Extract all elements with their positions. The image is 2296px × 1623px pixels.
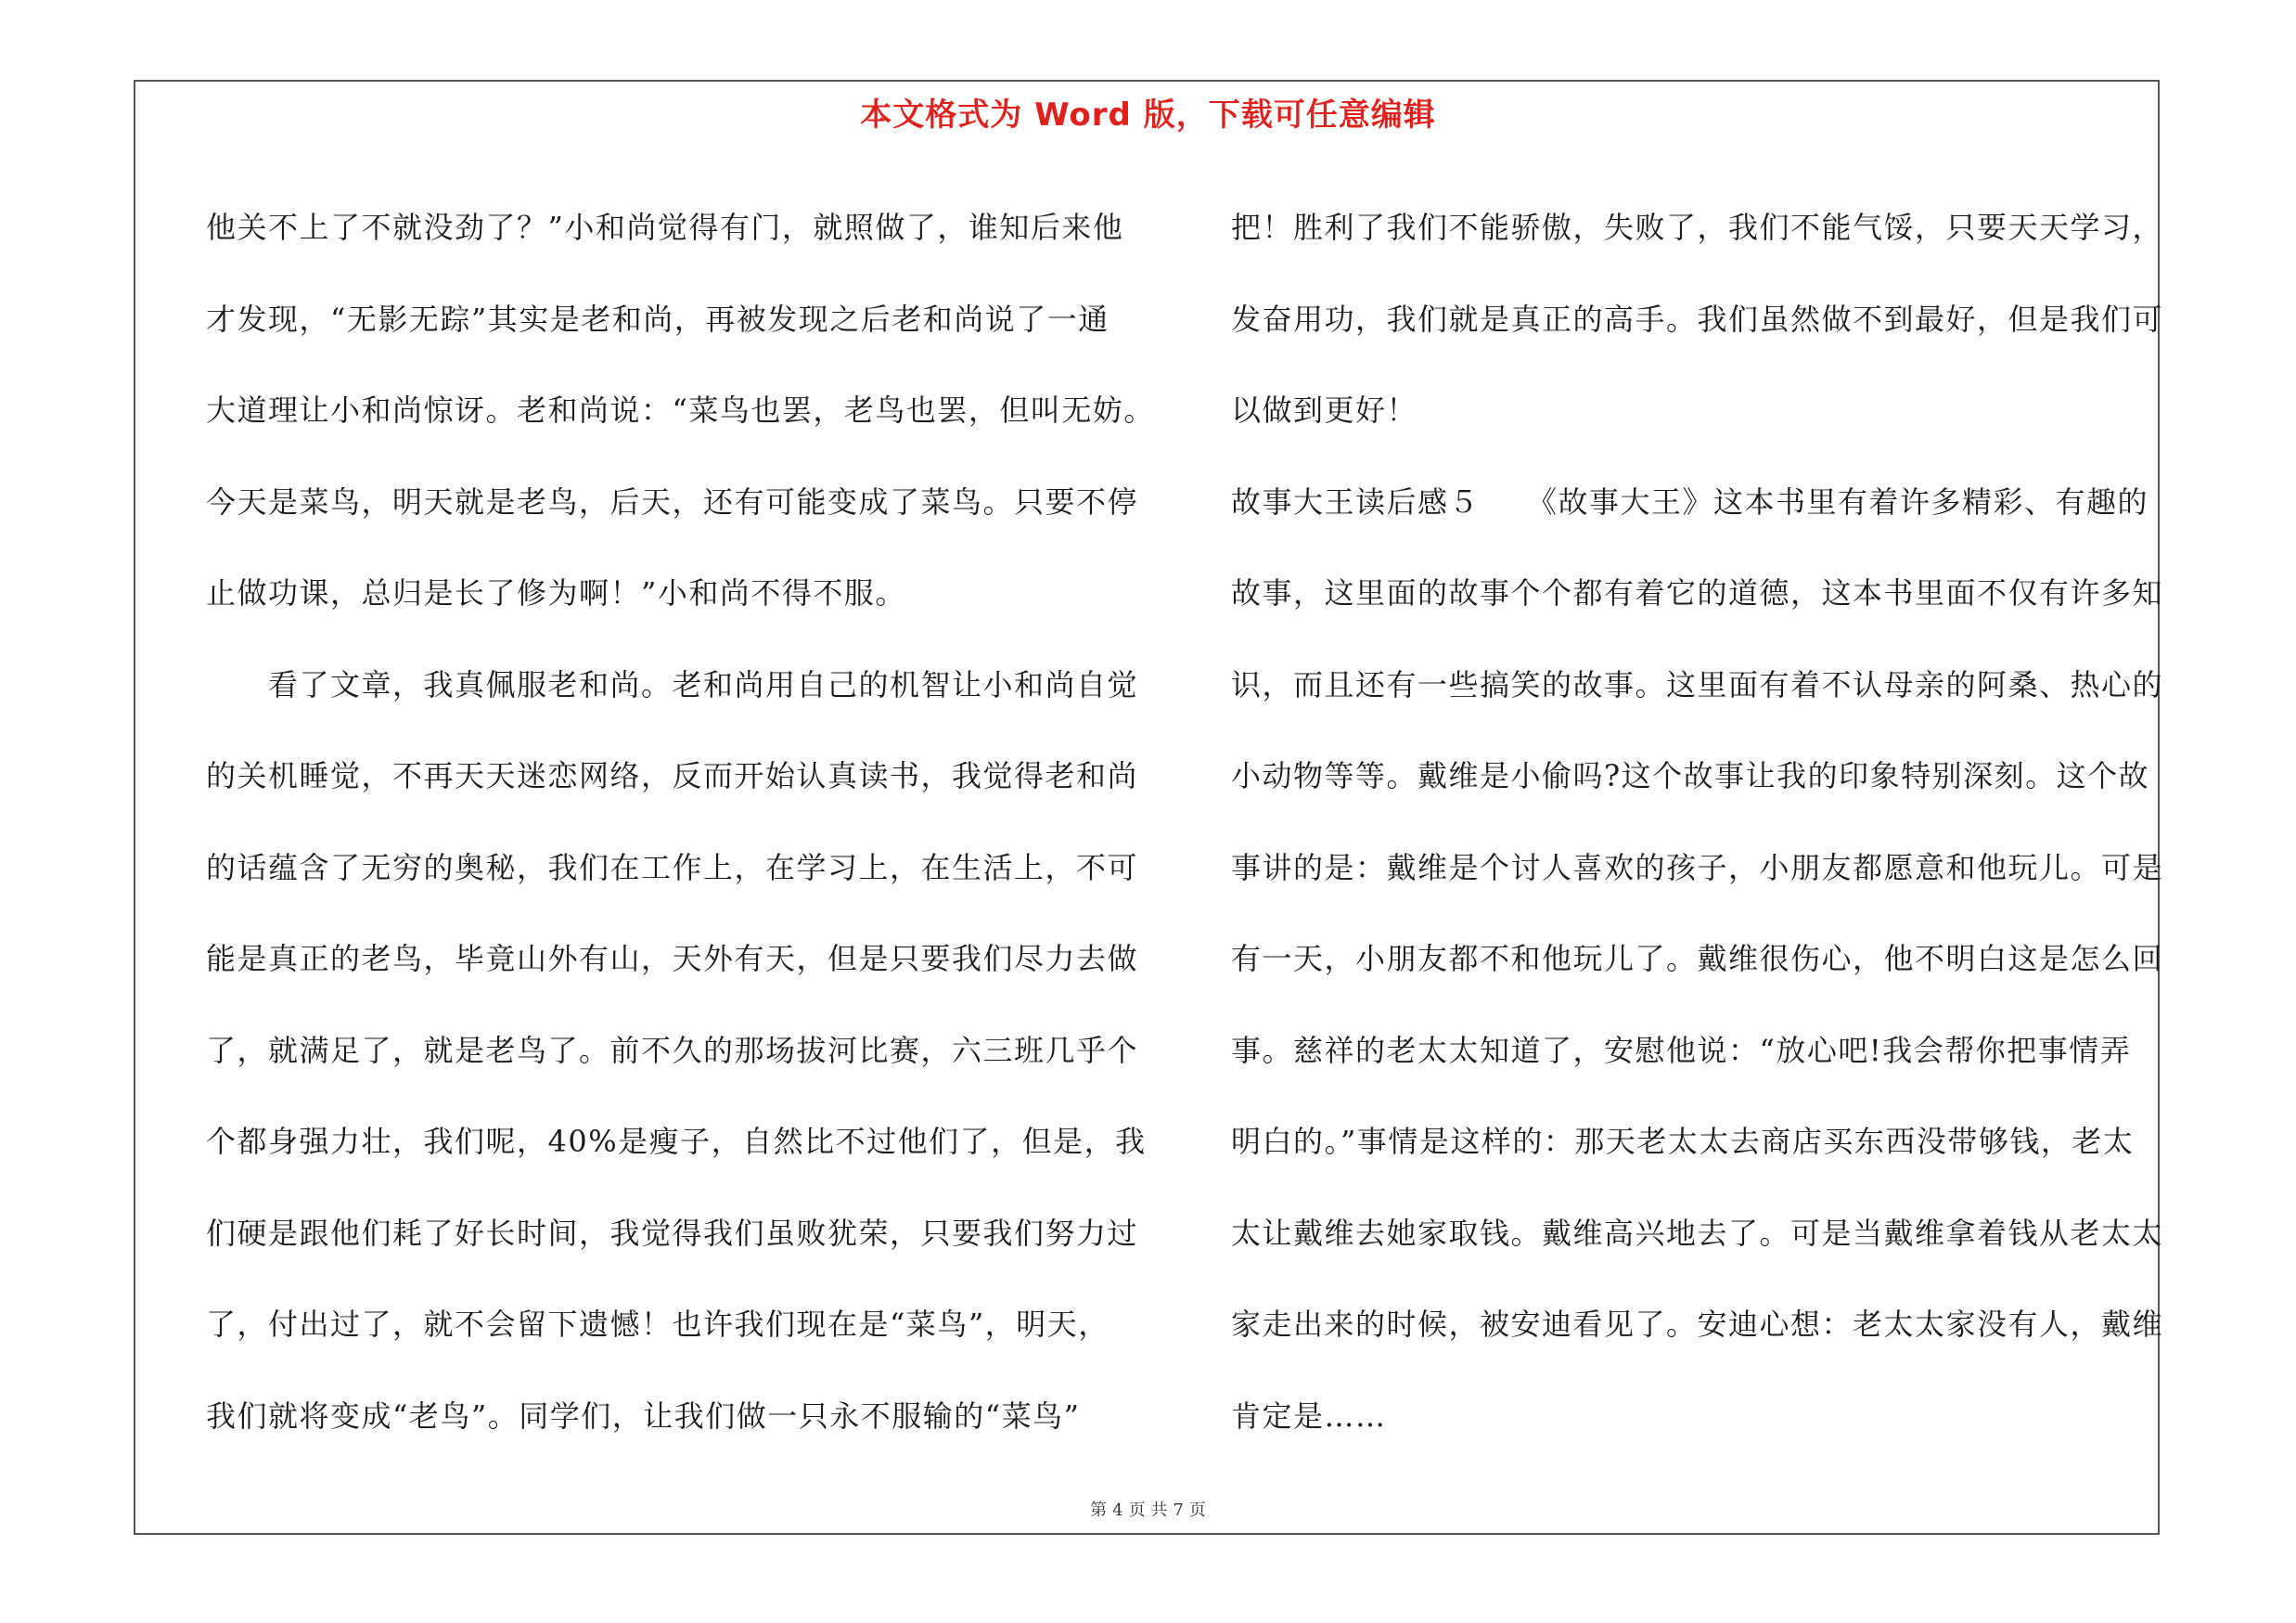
page-prefix: 第: [1090, 1501, 1108, 1520]
text-line: 他关不上了不就没劲了？”小和尚觉得有门，就照做了，谁知后来他: [206, 210, 1124, 245]
text-line: 才发现，“无影无踪”其实是老和尚，再被发现之后老和尚说了一通: [206, 301, 1110, 337]
page-number-footer: [0, 1497, 2296, 1521]
text-line: 把！胜利了我们不能骄傲，失败了，我们不能气馁，只要天天学习，: [1231, 210, 2164, 245]
text-line: 事。慈祥的老太太知道了，安慰他说：“放心吧!我会帮你把事情弄: [1231, 1032, 2132, 1068]
text-line: 以做到更好！: [1231, 393, 1418, 428]
text-line: 了，付出过了，就不会留下遗憾！也许我们现在是“菜鸟”，明天，: [206, 1307, 1110, 1342]
text-line: 小动物等等。戴维是小偷吗?这个故事让我的印象特别深刻。这个故: [1231, 758, 2150, 793]
text-line: 我们就将变成“老鸟”。同学们，让我们做一只永不服输的“菜鸟”: [206, 1398, 1081, 1434]
text-line: 的话蕴含了无穷的奥秘，我们在工作上，在学习上，在生活上，不可: [206, 849, 1139, 885]
text-line: 有一天，小朋友都不和他玩儿了。戴维很伤心，他不明白这是怎么回: [1231, 941, 2164, 976]
text-line: 事讲的是：戴维是个讨人喜欢的孩子，小朋友都愿意和他玩儿。可是: [1231, 849, 2164, 885]
right-text-column: [1231, 182, 2163, 1462]
left-text-column: [206, 182, 1155, 1462]
text-line: 家走出来的时候，被安迪看见了。安迪心想：老太太家没有人，戴维: [1231, 1307, 2164, 1342]
text-line: 的关机睡觉，不再天天迷恋网络，反而开始认真读书，我觉得老和尚: [206, 758, 1139, 793]
text-line: 大道理让小和尚惊讶。老和尚说：“菜鸟也罢，老鸟也罢，但叫无妨。: [206, 393, 1155, 428]
text-line: 识，而且还有一些搞笑的故事。这里面有着不认母亲的阿桑、热心的: [1231, 666, 2164, 702]
text-line: 看了文章，我真佩服老和尚。老和尚用自己的机智让小和尚自觉: [206, 666, 1139, 702]
text-line: 了，就满足了，就是老鸟了。前不久的那场拔河比赛，六三班几乎个: [206, 1032, 1139, 1068]
text-line: 发奋用功，我们就是真正的高手。我们虽然做不到最好，但是我们可: [1231, 301, 2164, 337]
editable-word-banner: 本文格式为 Word 版，下载可任意编辑: [860, 97, 1436, 134]
text-line: 止做功课，总归是长了修为啊！”小和尚不得不服。: [206, 575, 906, 611]
text-line: 故事大王读后感５ 《故事大王》这本书里有着许多精彩、有趣的: [1231, 483, 2149, 520]
text-line: 故事，这里面的故事个个都有着它的道德，这本书里面不仅有许多知: [1231, 575, 2164, 611]
page-suffix: 页: [1188, 1501, 1206, 1520]
current-page-number: 4: [1112, 1501, 1123, 1520]
text-line: 个都身强力壮，我们呢，40%是瘦子，自然比不过他们了，但是，我: [206, 1124, 1147, 1159]
text-line: 肯定是……: [1231, 1398, 1387, 1434]
text-line: 能是真正的老鸟，毕竟山外有山，天外有天，但是只要我们尽力去做: [206, 941, 1139, 976]
page-middle: 页 共: [1128, 1501, 1168, 1520]
text-line: 明白的。”事情是这样的：那天老太太去商店买东西没带够钱，老太: [1231, 1124, 2135, 1159]
text-line: 今天是菜鸟，明天就是老鸟，后天，还有可能变成了菜鸟。只要不停: [206, 483, 1139, 520]
text-line: 们硬是跟他们耗了好长时间，我觉得我们虽败犹荣，只要我们努力过: [206, 1215, 1139, 1251]
total-page-number: 7: [1173, 1501, 1184, 1520]
text-line: 太让戴维去她家取钱。戴维高兴地去了。可是当戴维拿着钱从老太太: [1231, 1215, 2164, 1251]
